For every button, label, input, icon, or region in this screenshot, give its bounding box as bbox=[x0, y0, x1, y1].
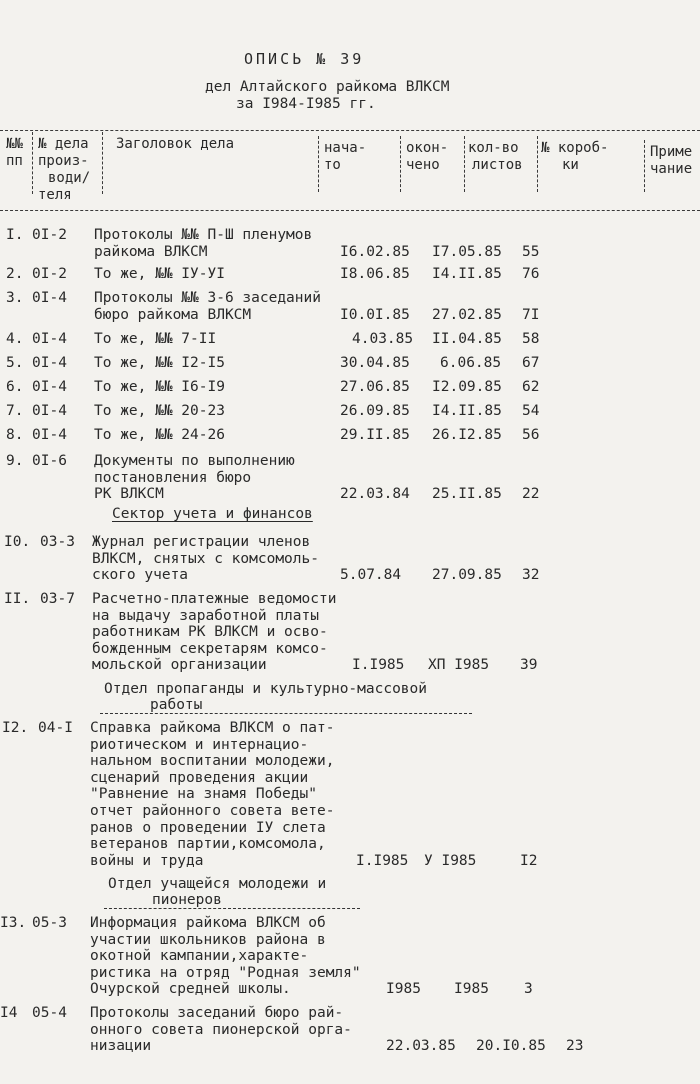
header-sep-5 bbox=[464, 136, 465, 192]
record-start-date: 29.II.85 bbox=[340, 427, 410, 443]
record-sheet-count: 54 bbox=[522, 403, 540, 419]
record-heading-line: Очурской средней школы. bbox=[90, 981, 291, 998]
record-start-date: 30.04.85 bbox=[340, 355, 410, 371]
record-heading-line: Протоколы №№ П-Ш пленумов bbox=[94, 227, 313, 243]
record-number: 5. bbox=[6, 355, 24, 371]
record-start-date: 26.09.85 bbox=[340, 403, 410, 419]
document-subtitle-line2: за I984-I985 гг. bbox=[236, 96, 376, 112]
header-sep-1 bbox=[32, 132, 33, 194]
header-top-rule bbox=[0, 130, 700, 131]
col-end-line1: окон- bbox=[406, 140, 449, 156]
col-num-line2: пп bbox=[6, 153, 23, 169]
record-start-date: I.I985 bbox=[352, 657, 405, 674]
header-sep-7 bbox=[644, 140, 645, 192]
record-heading-line: Справка райкома ВЛКСМ о пат- bbox=[90, 720, 335, 736]
header-bottom-rule bbox=[0, 210, 700, 211]
record-number: 6. bbox=[6, 379, 24, 395]
record-heading-line: ристика на отряд "Родная земля" bbox=[90, 964, 361, 981]
col-heading: Заголовок дела bbox=[116, 136, 235, 152]
record-case-code: 0I-4 bbox=[32, 331, 67, 347]
record-case-code: 0I-2 bbox=[32, 227, 67, 243]
col-case-line3: води/ bbox=[48, 170, 91, 186]
record-heading-line: Расчетно-платежные ведомости bbox=[92, 591, 337, 607]
section-accounting: Сектор учета и финансов bbox=[112, 506, 313, 522]
section-propaganda-line1: Отдел пропаганды и культурно-массовой bbox=[104, 681, 428, 697]
col-note-line1: Приме bbox=[650, 144, 693, 160]
record-case-code: 0I-6 bbox=[32, 453, 67, 469]
record-start-date: 4.03.85 bbox=[352, 331, 414, 347]
record-heading-line: То же, №№ 20-23 bbox=[94, 403, 225, 419]
record-heading-line: "Равнение на знамя Победы" bbox=[90, 786, 317, 803]
record-heading-line: То же, №№ IУ-УI bbox=[94, 266, 225, 282]
section-school-line1: Отдел учащейся молодежи и bbox=[108, 876, 327, 892]
record-number: 9. bbox=[6, 453, 24, 469]
header-sep-3 bbox=[318, 136, 319, 192]
record-heading-line: То же, №№ 24-26 bbox=[94, 427, 225, 443]
section-school-rule bbox=[104, 908, 360, 909]
record-heading-line: на выдачу заработной платы bbox=[92, 607, 319, 624]
document-subtitle-line1: дел Алтайского райкома ВЛКСМ bbox=[205, 79, 450, 95]
record-sheet-count: 55 bbox=[522, 243, 540, 260]
record-end-date: I2.09.85 bbox=[432, 379, 502, 395]
record-number: 4. bbox=[6, 331, 24, 347]
col-sheets-line1: кол-во bbox=[468, 140, 519, 156]
record-start-date: I.I985 bbox=[356, 852, 409, 869]
record-heading-line: участии школьников района в bbox=[90, 931, 326, 948]
record-number: I2. bbox=[2, 720, 29, 736]
record-end-date: II.04.85 bbox=[432, 331, 502, 347]
col-case-line2: произ- bbox=[38, 153, 89, 169]
record-heading-line: райкома ВЛКСМ bbox=[94, 243, 208, 260]
record-case-code: 0I-2 bbox=[32, 266, 67, 282]
record-case-code: 0I-4 bbox=[32, 355, 67, 371]
record-heading-line: риотическом и интернацио- bbox=[90, 736, 309, 753]
record-heading-line: ранов о проведении IУ слета bbox=[90, 819, 326, 836]
col-end-line2: чено bbox=[406, 157, 440, 173]
record-heading-line: нальном воспитании молодежи, bbox=[90, 753, 335, 770]
record-heading-line: То же, №№ I6-I9 bbox=[94, 379, 225, 395]
record-case-code: 05-4 bbox=[32, 1005, 67, 1021]
record-heading-line: Информация райкома ВЛКСМ об bbox=[90, 915, 326, 931]
col-case-line1: № дела bbox=[38, 136, 89, 152]
section-propaganda-line2: работы bbox=[150, 697, 203, 713]
header-sep-2 bbox=[102, 132, 103, 194]
record-number: 7. bbox=[6, 403, 24, 419]
record-end-date: У I985 bbox=[424, 852, 477, 869]
record-sheet-count: 58 bbox=[522, 331, 540, 347]
record-heading-line: войны и труда bbox=[90, 852, 204, 869]
col-start-line2: то bbox=[324, 157, 341, 173]
record-number: I0. bbox=[4, 534, 31, 550]
record-sheet-count: 76 bbox=[522, 266, 540, 282]
record-start-date: I6.02.85 bbox=[340, 243, 410, 260]
col-num-line1: №№ bbox=[6, 136, 23, 152]
record-heading-line: мольской организации bbox=[92, 657, 267, 674]
record-heading-line: То же, №№ I2-I5 bbox=[94, 355, 225, 371]
record-sheet-count: 56 bbox=[522, 427, 540, 443]
record-heading-line: Протоколы заседаний бюро рай- bbox=[90, 1005, 344, 1021]
record-heading-line: бюро райкома ВЛКСМ bbox=[94, 306, 252, 323]
record-sheet-count: 22 bbox=[522, 486, 540, 503]
record-case-code: 0I-4 bbox=[32, 379, 67, 395]
record-end-date: 25.II.85 bbox=[432, 486, 502, 503]
col-note-line2: чание bbox=[650, 161, 693, 177]
record-start-date: I0.0I.85 bbox=[340, 306, 410, 323]
record-start-date: I8.06.85 bbox=[340, 266, 410, 282]
record-start-date: I985 bbox=[386, 981, 421, 998]
section-school-line2: пионеров bbox=[152, 892, 222, 908]
record-case-code: 0I-4 bbox=[32, 427, 67, 443]
record-heading-line: РК ВЛКСМ bbox=[94, 486, 164, 503]
record-heading-line: Документы по выполнению bbox=[94, 453, 295, 469]
header-sep-4 bbox=[400, 136, 401, 192]
record-end-date: 27.09.85 bbox=[432, 567, 502, 584]
record-sheet-count: 7I bbox=[522, 306, 540, 323]
record-heading-line: онного совета пионерской орга- bbox=[90, 1021, 352, 1038]
header-sep-6 bbox=[537, 136, 538, 192]
record-case-code: 0I-4 bbox=[32, 290, 67, 306]
col-box-line2: ки bbox=[562, 157, 579, 173]
record-heading-line: окотной кампании,характе- bbox=[90, 948, 309, 965]
record-case-code: 03-7 bbox=[40, 591, 75, 607]
record-end-date: I4.II.85 bbox=[432, 403, 502, 419]
record-end-date: 26.I2.85 bbox=[432, 427, 502, 443]
record-sheet-count: 23 bbox=[566, 1038, 584, 1055]
record-heading-line: постановления бюро bbox=[94, 469, 252, 486]
record-sheet-count: 62 bbox=[522, 379, 540, 395]
col-box-line1: № короб- bbox=[541, 140, 609, 156]
record-case-code: 0I-4 bbox=[32, 403, 67, 419]
record-heading-line: Протоколы №№ 3-6 заседаний bbox=[94, 290, 321, 306]
record-end-date: I985 bbox=[454, 981, 489, 998]
record-heading-line: ветеранов партии,комсомола, bbox=[90, 836, 326, 853]
record-number: II. bbox=[4, 591, 31, 607]
record-number: 8. bbox=[6, 427, 24, 443]
col-case-line4: теля bbox=[38, 187, 72, 203]
record-heading-line: работникам РК ВЛКСМ и осво- bbox=[92, 624, 328, 641]
record-end-date: I4.II.85 bbox=[432, 266, 502, 282]
col-sheets-line2: листов bbox=[472, 157, 523, 173]
record-sheet-count: 39 bbox=[520, 657, 538, 674]
record-heading-line: Журнал регистрации членов bbox=[92, 534, 311, 550]
record-heading-line: сценарий проведения акции bbox=[90, 769, 309, 786]
record-heading-line: отчет районного совета вете- bbox=[90, 803, 335, 819]
record-heading-line: То же, №№ 7-II bbox=[94, 331, 217, 347]
record-number: 3. bbox=[6, 290, 24, 306]
record-sheet-count: 67 bbox=[522, 355, 540, 371]
record-heading-line: божденным секретарям комсо- bbox=[92, 640, 328, 657]
record-heading-line: низации bbox=[90, 1038, 152, 1055]
record-heading-line: ВЛКСМ, снятых с комсомоль- bbox=[92, 550, 319, 567]
col-start-line1: нача- bbox=[324, 140, 367, 156]
record-number: 2. bbox=[6, 266, 24, 282]
record-end-date: I7.05.85 bbox=[432, 243, 502, 260]
record-end-date: 20.I0.85 bbox=[476, 1038, 546, 1055]
record-case-code: 04-I bbox=[38, 720, 73, 736]
record-number: I3. bbox=[0, 915, 27, 931]
record-end-date: 6.06.85 bbox=[440, 355, 502, 371]
record-end-date: 27.02.85 bbox=[432, 306, 502, 323]
record-number: I4 bbox=[0, 1005, 18, 1021]
record-sheet-count: 32 bbox=[522, 567, 540, 584]
record-sheet-count: I2 bbox=[520, 852, 538, 869]
record-start-date: 5.07.84 bbox=[340, 567, 402, 584]
record-number: I. bbox=[6, 227, 24, 243]
record-sheet-count: 3 bbox=[524, 981, 533, 998]
record-case-code: 05-3 bbox=[32, 915, 67, 931]
record-start-date: 22.03.85 bbox=[386, 1038, 456, 1055]
section-propaganda-rule bbox=[100, 713, 472, 714]
record-case-code: 03-3 bbox=[40, 534, 75, 550]
record-start-date: 27.06.85 bbox=[340, 379, 410, 395]
document-title: ОПИСЬ № 39 bbox=[244, 50, 365, 68]
record-end-date: ХП I985 bbox=[428, 657, 490, 674]
record-start-date: 22.03.84 bbox=[340, 486, 410, 503]
record-heading-line: ского учета bbox=[92, 567, 189, 584]
